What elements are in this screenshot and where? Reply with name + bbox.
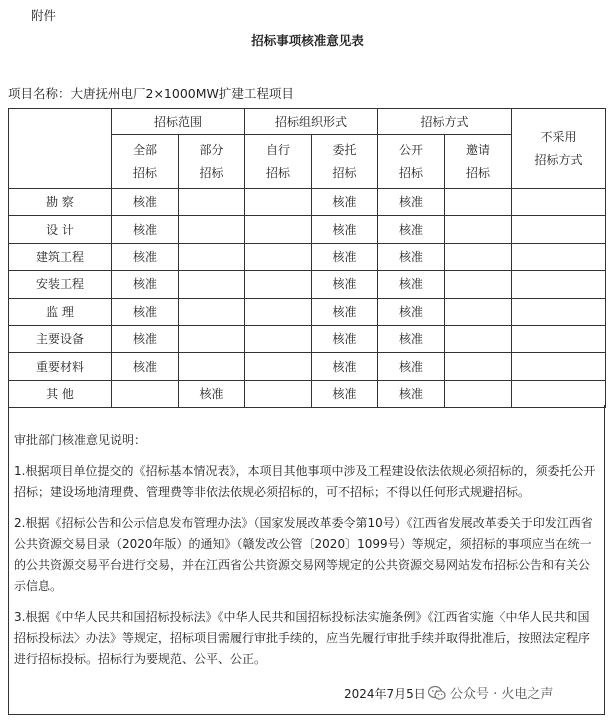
- table-cell: [512, 216, 606, 243]
- table-cell: 核准: [378, 380, 445, 407]
- approval-table: [8, 108, 606, 408]
- table-row: [9, 353, 606, 380]
- table-cell: [445, 271, 512, 298]
- table-cell: [512, 271, 606, 298]
- table-cell: [512, 380, 606, 407]
- group-header-row: [9, 109, 606, 135]
- row-label: 勘 察: [9, 189, 112, 216]
- table-cell: 核准: [112, 189, 179, 216]
- table-cell: [245, 325, 312, 352]
- table-cell: 核准: [312, 298, 378, 325]
- table-cell: 核准: [112, 325, 179, 352]
- table-cell: 核准: [312, 380, 378, 407]
- row-label: 重要材料: [9, 353, 112, 380]
- sub-header-open: 公开 招标: [378, 135, 445, 189]
- sub-header-entrusted: 委托 招标: [312, 135, 378, 189]
- row-label: 主要设备: [9, 325, 112, 352]
- notes-paragraph-2: 2.根据《招标公告和公示信息发布管理办法》（国家发展改革委令第10号）《江西省发展改革委关于印发江西省公共资源交易目录（2020年版）的通知》（赣发改公管〔2020〕1099号）等规定，须招标的事项应当在统一的公共资源交易平台进行交易，并在江西省公共资源交易网等规定的公共资源交易网站发布招标公告和有关公示信息。: [14, 516, 593, 593]
- approval-date: 2024年7月5日: [344, 687, 426, 701]
- table-cell: [445, 189, 512, 216]
- table-cell: 核准: [312, 353, 378, 380]
- table-cell: 核准: [378, 271, 445, 298]
- table-cell: [445, 353, 512, 380]
- table-row: [9, 325, 606, 352]
- table-cell: [445, 216, 512, 243]
- wechat-icon: [428, 685, 446, 701]
- row-label: 建筑工程: [9, 243, 112, 270]
- table-cell: [445, 298, 512, 325]
- watermark: [428, 683, 553, 702]
- table-row: [9, 216, 606, 243]
- corner-cell: [9, 109, 112, 189]
- table-cell: [445, 325, 512, 352]
- table-cell: [179, 353, 245, 380]
- sub-header-invited: 邀请 招标: [445, 135, 512, 189]
- table-row: [9, 189, 606, 216]
- row-label: 其 他: [9, 380, 112, 407]
- scope-header: 招标范围: [112, 109, 245, 135]
- page-title: 招标事项核准意见表: [251, 33, 364, 48]
- table-body: [9, 189, 606, 408]
- table-cell: [245, 380, 312, 407]
- table-row: [9, 271, 606, 298]
- table-cell: 核准: [312, 271, 378, 298]
- table-cell: 核准: [312, 243, 378, 270]
- table-cell: [512, 298, 606, 325]
- table-cell: [179, 325, 245, 352]
- table-cell: [112, 380, 179, 407]
- table-cell: [512, 243, 606, 270]
- sub-header-partial: 部分 招标: [179, 135, 245, 189]
- table-cell: 核准: [112, 298, 179, 325]
- table-cell: 核准: [112, 353, 179, 380]
- row-label: 监 理: [9, 298, 112, 325]
- watermark-text: 公众号 · 火电之声: [450, 687, 554, 702]
- table-cell: [179, 298, 245, 325]
- table-row: [9, 243, 606, 270]
- table-row: [9, 298, 606, 325]
- table-cell: 核准: [112, 243, 179, 270]
- row-label: 设 计: [9, 216, 112, 243]
- table-cell: 核准: [312, 189, 378, 216]
- not-adopted-header: 不采用 招标方式: [512, 109, 606, 189]
- table-cell: [445, 243, 512, 270]
- table-cell: 核准: [378, 216, 445, 243]
- table-cell: [512, 325, 606, 352]
- table-cell: 核准: [312, 325, 378, 352]
- sub-header-full: 全部 招标: [112, 135, 179, 189]
- method-header: 招标方式: [378, 109, 512, 135]
- table-cell: 核准: [378, 243, 445, 270]
- table-cell: [512, 353, 606, 380]
- table-cell: [245, 189, 312, 216]
- table-cell: 核准: [312, 216, 378, 243]
- table-cell: [512, 189, 606, 216]
- table-cell: 核准: [378, 353, 445, 380]
- table-cell: [179, 216, 245, 243]
- notes-paragraph-1: 1.根据项目单位提交的《招标基本情况表》，本项目其他事项中涉及工程建设依法依规必须招标的，须委托公开招标；建设场地清理费、管理费等非依法依规必须招标的，可不招标；不得以任何形式规避招标。: [14, 464, 596, 499]
- project-name: 项目名称：大唐抚州电厂2×1000MW扩建工程项目: [8, 86, 294, 101]
- sub-header-self: 自行 招标: [245, 135, 312, 189]
- table-cell: [179, 243, 245, 270]
- table-cell: [179, 189, 245, 216]
- approval-notes: [8, 405, 605, 715]
- table-cell: [245, 243, 312, 270]
- table-cell: 核准: [378, 298, 445, 325]
- row-label: 安装工程: [9, 271, 112, 298]
- table-cell: [445, 380, 512, 407]
- table-cell: 核准: [112, 216, 179, 243]
- notes-paragraph-3: 3.根据《中华人民共和国招标投标法》《中华人民共和国招标投标法实施条例》《江西省实施〈中华人民共和国招标投标法〉办法》等规定，招标项目需履行审批手续的，应当先履行审批手续并取得批准后，按照法定程序进行招标投标。招标行为要规范、公平、公正。: [14, 610, 591, 666]
- table-cell: 核准: [112, 271, 179, 298]
- table-cell: 核准: [179, 380, 245, 407]
- table-cell: [245, 216, 312, 243]
- table-cell: 核准: [378, 189, 445, 216]
- table-cell: [245, 353, 312, 380]
- notes-intro: 审批部门核准意见说明：: [14, 433, 147, 447]
- organization-header: 招标组织形式: [245, 109, 378, 135]
- table-cell: [179, 271, 245, 298]
- table-cell: [245, 298, 312, 325]
- attachment-label: 附件: [31, 8, 57, 23]
- table-cell: 核准: [378, 325, 445, 352]
- table-row: [9, 380, 606, 407]
- table-cell: [245, 271, 312, 298]
